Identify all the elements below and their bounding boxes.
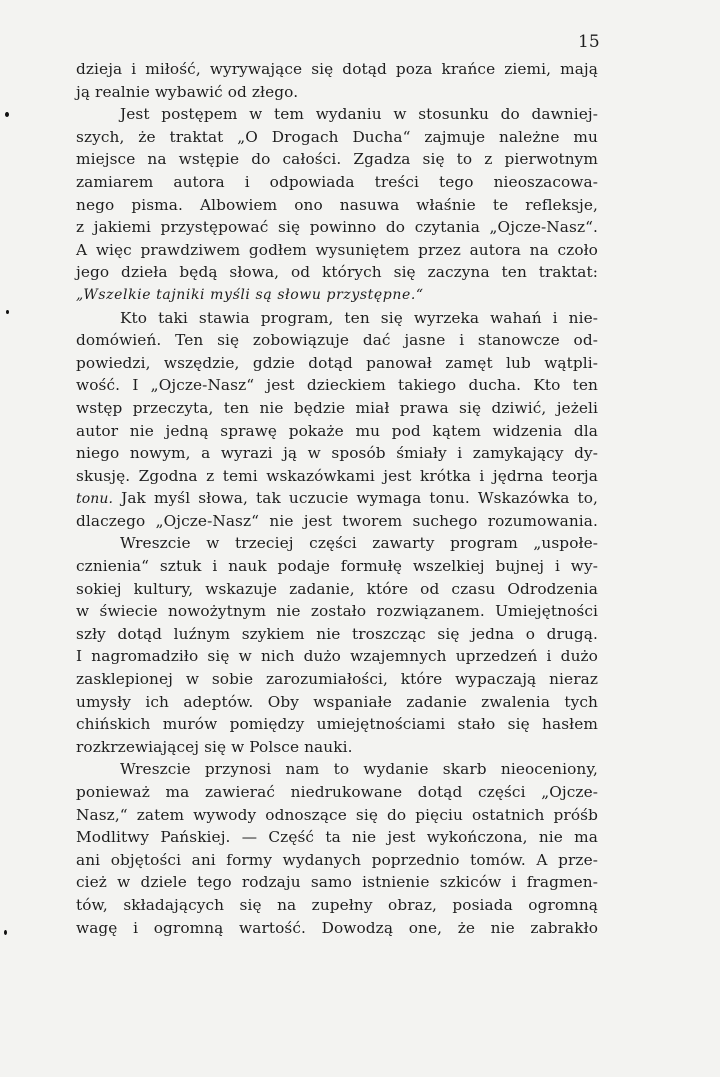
scan-speck xyxy=(4,930,7,935)
text-line xyxy=(76,487,598,510)
scan-speck xyxy=(6,310,9,314)
text-line: dlaczego „Ojcze-Nasz“ nie jest tworem suchego rozumowania. xyxy=(76,511,598,530)
text-line: w świecie nowożytnym nie zostało rozwiązanem. Umiejętności xyxy=(76,602,598,621)
text-line: ponieważ ma zawierać niedrukowane dotąd części „Ojcze- xyxy=(76,783,598,801)
text-line: szych, że traktat „O Drogach Ducha“ zajmuje należne mu xyxy=(76,127,598,146)
text-line: zamiarem autora i odpowiada treści tego nieoszacowa- xyxy=(76,172,598,191)
text-line: Jest postępem w tem wydaniu w stosunku do dawniej- xyxy=(120,105,598,124)
text-line: cznienia“ sztuk i nauk podaje formułę wszelkiej bujnej i wy- xyxy=(76,557,598,576)
text-line: Wreszcie przynosi nam to wydanie skarb nieoceniony, xyxy=(120,760,598,779)
text-line: rozkrzewiającej się w Polsce nauki. xyxy=(76,737,353,756)
page-number: 15 xyxy=(578,32,600,52)
text-line: wagę i ogromną wartość. Dowodzą one, że nie zabrakło xyxy=(76,918,598,937)
italic-word: tonu. xyxy=(76,491,114,508)
text-line: Wreszcie w trzeciej części zawarty program „uspołe- xyxy=(120,534,598,553)
text-line: szły dotąd luźnym szykiem nie troszcząc się jedna o drugą. xyxy=(76,624,598,643)
text-line: powiedzi, wszędzie, gdzie dotąd panował zamęt lub wątpli- xyxy=(76,353,598,372)
text-line: nego pisma. Albowiem ono nasuwa właśnie te refleksje, xyxy=(76,195,598,214)
scan-speck xyxy=(5,112,9,117)
text-line: niego nowym, a wyrazi ją w sposób śmiały i zamykający dy- xyxy=(76,444,598,463)
text-line: domówień. Ten się zobowiązuje dać jasne i stanowcze od- xyxy=(76,331,598,350)
text-line: Nasz,“ zatem wywody odnoszące się do pięciu ostatnich próśb xyxy=(76,805,598,824)
text-line: cież w dziele tego rodzaju samo istnienie szkiców i fragmen- xyxy=(76,873,598,892)
text-line: Kto taki stawia program, ten się wyrzeka wahań i nie- xyxy=(120,308,598,327)
text-line: ani objętości ani formy wydanych poprzednio tomów. A prze- xyxy=(76,850,598,869)
text-line: ją realnie wybawić od złego. xyxy=(76,82,299,101)
text-line: I nagromadziło się w nich dużo wzajemnych uprzedzeń i dużo xyxy=(76,647,598,666)
text-line: A więc prawdziwem godłem wysuniętem przez autora na czoło xyxy=(76,240,598,259)
body-text xyxy=(76,58,598,939)
text-line: z jakiemi przystępować się powinno do czytania „Ojcze-Nasz“. xyxy=(76,218,598,237)
text-line: dzieja i miłość, wyrywające się dotąd poza krańce ziemi, mają xyxy=(76,60,598,78)
text-line: autor nie jedną sprawę pokaże mu pod kątem widzenia dla xyxy=(76,421,598,440)
text-line: zasklepionej w sobie zarozumiałości, które wypaczają nieraz xyxy=(76,670,598,689)
text-line: sokiej kultury, wskazuje zadanie, które od czasu Odrodzenia xyxy=(76,579,598,598)
text-line: wość. I „Ojcze-Nasz“ jest dzieckiem takiego ducha. Kto ten xyxy=(76,376,598,395)
text-line: tów, składających się na zupełny obraz, posiada ogromną xyxy=(76,895,598,914)
text-line: chińskich murów pomiędzy umiejętnościami stało się hasłem xyxy=(76,715,598,734)
text-line: Modlitwy Pańskiej. — Część ta nie jest wykończona, nie ma xyxy=(76,828,598,847)
text-line: jego dzieła będą słowa, od których się zaczyna ten traktat: xyxy=(76,263,598,282)
text-line: miejsce na wstępie do całości. Zgadza się to z pierwotnym xyxy=(76,150,598,169)
text-line: „Wszelkie tajniki myśli są słowu przystępne.“ xyxy=(76,286,424,303)
line-rest: Jak myśl słowa, tak uczucie wymaga tonu. Wskazówka to, xyxy=(113,489,598,508)
text-line: skusję. Zgodna z temi wskazówkami jest krótka i jędrna teorja xyxy=(76,466,598,485)
text-line: wstęp przeczyta, ten nie będzie miał prawa się dziwić, jeżeli xyxy=(76,398,598,417)
text-line: umysły ich adeptów. Oby wspaniałe zadanie zwalenia tych xyxy=(76,692,598,711)
